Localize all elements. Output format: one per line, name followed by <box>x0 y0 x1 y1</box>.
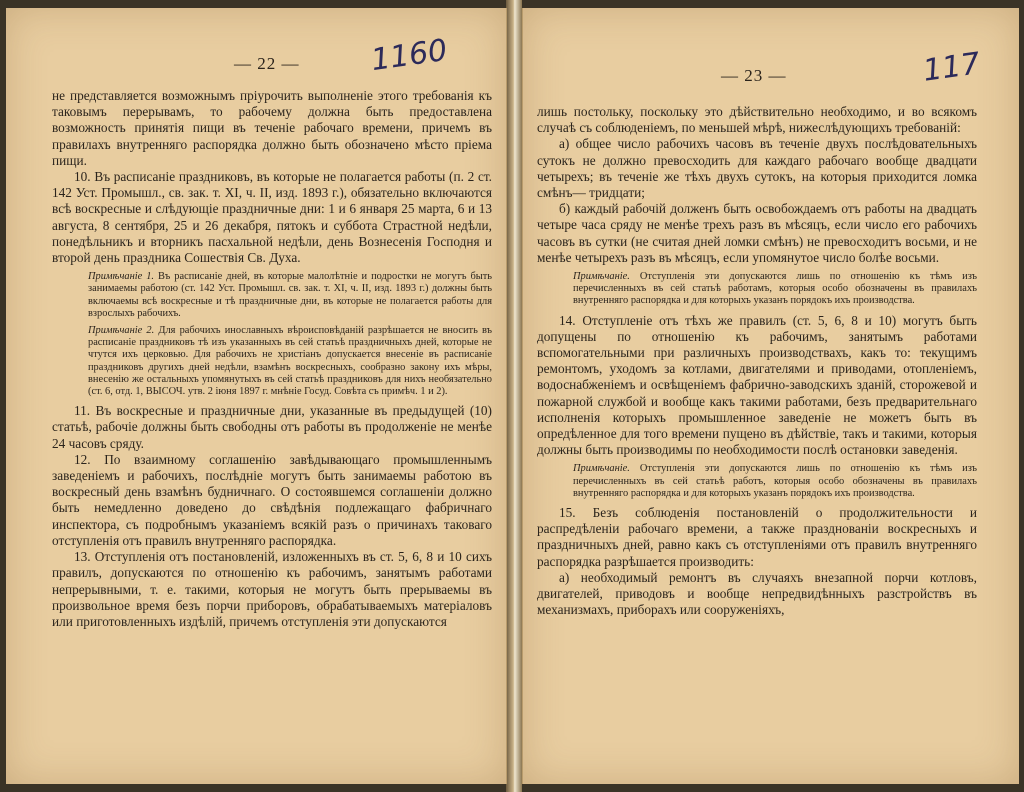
right-page-text <box>537 104 977 619</box>
left-page <box>6 8 507 784</box>
note <box>573 463 977 500</box>
note-2 <box>88 325 492 398</box>
book-gutter <box>506 0 522 792</box>
note <box>573 271 977 308</box>
left-page-text <box>52 88 492 630</box>
paragraph: не представляется возможнымъ пріурочить выполненіе этого требованія къ таковымъ перерывамъ, то рабочему должна быть предоставлена возможность принятія пищи въ теченіе рабочаго времени, причемъ въ правилахъ внутренняго распорядка должно быть обозначено мѣсто пріема пищи. <box>52 88 492 168</box>
right-page <box>522 8 1019 784</box>
note-title: Примѣчаніе. <box>573 463 630 475</box>
note-text: Для рабочихъ инославныхъ вѣроисповѣданій разрѣшается не вносить въ расписаніе праздниковъ тѣ изъ указанныхъ въ сей статьѣ праздничныхъ дней, которые не чтутся ихъ церковью. Для рабочихъ не христіанъ допускается внесеніе въ расписаніе праздниковъ другихъ дней недѣли, взамѣнъ воскресныхъ, сообразно закону ихъ мѣры, внесенію же остальныхъ упомянутыхъ въ сей статьѣ праздниковъ для нихъ необязательно (ст. 6, отд. 1, ВЫСОЧ. утв. 2 іюня 1897 г. мнѣніе Госуд. Совѣта съ примѣч. 1 и 2). <box>88 325 492 398</box>
note-text: Отступленія эти допускаются лишь по отношенію къ тѣмъ изъ перечисленныхъ въ сей статьѣ работъ, которыя особо обозначены въ правилахъ внутренняго распорядка и для которыхъ указанъ порядокъ ихъ производства. <box>573 463 977 499</box>
note-title: Примѣчаніе. <box>573 271 630 283</box>
list-item: б) каждый рабочій долженъ быть освобождаемъ отъ работы на двадцать четыре часа сряду не менѣе трехъ разъ въ мѣсяцъ, если число его рабочихъ часовъ въ сутки (не считая дней ломки смѣнъ) не превосходитъ восьми, и не менѣе четырехъ разъ въ мѣсяцъ, если упомянутое число болѣе восьми. <box>537 201 977 265</box>
handwritten-folio: 1160 <box>368 32 450 79</box>
note-title: Примѣчаніе 1. <box>88 271 155 283</box>
note-text: Отступленія эти допускаются лишь по отношенію къ тѣмъ изъ перечисленныхъ въ сей статьѣ работамъ, которыя особо обозначены въ правилахъ внутренняго распорядка и для которыхъ указанъ порядокъ ихъ производства. <box>573 271 977 307</box>
note-title: Примѣчаніе 2. <box>88 325 155 337</box>
page-number: — 22 — <box>234 54 300 73</box>
paragraph-intro: лишь постольку, поскольку это дѣйствительно необходимо, и во всякомъ случаѣ съ соблюденіемъ, по меньшей мѣрѣ, нижеслѣдующихъ требованій: <box>537 104 977 136</box>
paragraph-14: 14. Отступленіе отъ тѣхъ же правилъ (ст. 5, 6, 8 и 10) могутъ быть допущены по отношенію къ рабочимъ, занятымъ работами вспомогательными при различныхъ производствахъ, какъ то: текущимъ ремонтомъ, уходомъ за котлами, двигателями и приводами, отопленіемъ, водоснабженіемъ и освѣщеніемъ фабрично-заводскихъ зданій, сторожевой и пожарной службой и вообще какъ такими работами, безъ предварительнаго исполненія которыхъ промышленное заведеніе не можетъ быть въ опредѣленное для того времени пущено въ дѣйствіе, такъ и такими, которыя должны быть производимы по необходимости послѣ остановки заведенія. <box>537 312 977 458</box>
list-item: а) общее число рабочихъ часовъ въ теченіе двухъ послѣдовательныхъ сутокъ не должно превосходить для каждаго рабочаго вообще двадцати четырехъ; въ теченіе же тѣхъ двухъ сутокъ, на которыя приходится ломка смѣнъ— тридцати; <box>537 136 977 201</box>
note-text: Въ расписаніе дней, въ которые малолѣтніе и подростки не могутъ быть занимаемы работою (ст. 142 Уст. Промышл. св. зак. т. XI, ч. II, изд. 1893 г.) должны быть включаемы всѣ воскресные и тѣ праздничные дни, въ которые не полагается работы для взрослыхъ рабочихъ. <box>88 271 492 319</box>
list-item: а) необходимый ремонтъ въ случаяхъ внезапной порчи котловъ, двигателей, приводовъ и вообще непредвидѣнныхъ разстройствъ въ механизмахъ, приборахъ или сооруженіяхъ, <box>537 569 977 618</box>
note-1 <box>88 271 492 320</box>
paragraph-11: 11. Въ воскресные и праздничные дни, указанные въ предыдущей (10) статьѣ, рабочіе должны быть свободны отъ работы въ продолженіе не менѣе 24 часовъ сряду. <box>52 403 492 451</box>
paragraph-12: 12. По взаимному соглашенію завѣдывающаго промышленнымъ заведеніемъ и рабочихъ, послѣдніе могутъ быть занимаемы работою въ воскресный день взамѣнъ будничнаго. О состоявшемся соглашеніи должно быть немедленно доведено до свѣдѣнія подлежащаго фабричнаго инспектора, съ подробнымъ указаніемъ всякій разъ о причинахъ таковаго отступленія отъ правилъ внутренняго распорядка. <box>52 451 492 548</box>
handwritten-folio: 117 <box>920 46 983 89</box>
paragraph-15: 15. Безъ соблюденія постановленій о продолжительности и распредѣленіи рабочаго времени, а также празднованіи воскресныхъ и праздничныхъ дней, равно какъ съ отступленіями отъ правилъ внутренняго распорядка разрѣшается производить: <box>537 505 977 569</box>
page-number: — 23 — <box>721 66 787 85</box>
paragraph-10: 10. Въ расписаніе праздниковъ, въ которые не полагается работы (п. 2 ст. 142 Уст. Промышл., св. зак. т. XI, ч. II, изд. 1893 г.), обязательно включаются всѣ воскресные и слѣдующіе праздничные дни: 1 и 6 января 25 марта, 6 и 13 августа, 8 сентября, 25 и 26 декабря, пятокъ и суббота Страстной недѣли, понедѣльникъ и вторникъ пасхальной недѣли, день Вознесенія Господня и второй день праздника Сошествія Св. Духа. <box>52 169 492 266</box>
paragraph-13: 13. Отступленія отъ постановленій, изложенныхъ въ ст. 5, 6, 8 и 10 сихъ правилъ, допускаются по отношенію къ рабочимъ, занятымъ работами непрерывными, т. е. такими, которыя не могутъ быть прерываемы въ произвольное время безъ порчи приборовъ, обрабатываемыхъ матеріаловъ или приготовленныхъ издѣлій, причемъ отступленія эти допускаются <box>52 549 492 629</box>
